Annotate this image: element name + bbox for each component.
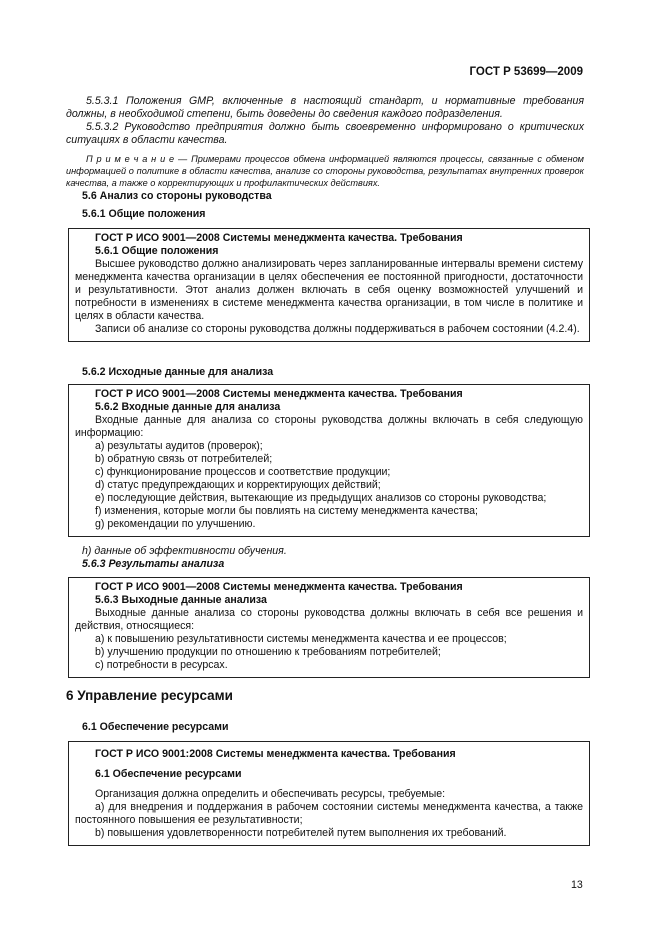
box-paragraph: Записи об анализе со стороны руководства должны поддерживаться в рабочем состоянии (4.2.4). — [95, 323, 580, 335]
list-item: f) изменения, которые могли бы повлиять на систему менеджмента качества; — [95, 505, 478, 517]
section-6-1-title: 6.1 Обеспечение ресурсами — [82, 721, 229, 733]
quote-box-5-6-1 — [68, 228, 590, 342]
box-subtitle: 5.6.2 Входные данные для анализа — [95, 401, 281, 413]
box-paragraph: Организация должна определить и обеспечивать ресурсы, требуемые: — [95, 788, 446, 800]
list-item: e) последующие действия, вытекающие из предыдущих анализов со стороны руководства; — [95, 492, 547, 504]
list-item: c) потребности в ресурсах. — [95, 659, 228, 671]
section-5-6-title: 5.6 Анализ со стороны руководства — [82, 190, 272, 202]
section-5-6-1-title: 5.6.1 Общие положения — [82, 208, 206, 220]
box-subtitle: 6.1 Обеспечение ресурсами — [95, 768, 242, 780]
list-item: b) обратную связь от потребителей; — [95, 453, 273, 465]
list-item: b) повышения удовлетворенности потребителей путем выполнения их требований. — [95, 827, 507, 839]
box-title: ГОСТ Р ИСО 9001—2008 Системы менеджмента качества. Требования — [95, 581, 463, 593]
quote-box-5-6-2 — [68, 384, 590, 537]
page-number: 13 — [571, 879, 583, 891]
box-subtitle: 5.6.1 Общие положения — [95, 245, 219, 257]
list-item: g) рекомендации по улучшению. — [95, 518, 256, 530]
list-item: b) улучшению продукции по отношению к требованиям потребителей; — [95, 646, 441, 658]
box-title: ГОСТ Р ИСО 9001—2008 Системы менеджмента качества. Требования — [95, 388, 463, 400]
list-item: c) функционирование процессов и соответствие продукции; — [95, 466, 391, 478]
list-item: a) для внедрения и поддержания в рабочем состоянии системы менеджмента качества, а также постоянного повышения ее результативности; — [75, 801, 583, 826]
box-paragraph: Входные данные для анализа со стороны руководства должны включать в себя следующую информацию: — [75, 414, 583, 439]
box-subtitle: 5.6.3 Выходные данные анализа — [95, 594, 267, 606]
item-h: h) данные об эффективности обучения. — [82, 545, 287, 557]
list-item: d) статус предупреждающих и корректирующих действий; — [95, 479, 381, 491]
note — [66, 153, 584, 189]
note-text: — Примерами процессов обмена информацией являются процессы, связанные с обменом информацией о политике в области качества, анализе со стороны руководства, результатах внутренних проверок качества, а также о корректирующих и профилактических действиях. — [66, 154, 584, 188]
doc-id-header: ГОСТ Р 53699—2009 — [469, 66, 583, 78]
section-6-title: 6 Управление ресурсами — [66, 688, 233, 703]
box-title: ГОСТ Р ИСО 9001:2008 Системы менеджмента качества. Требования — [95, 748, 456, 760]
list-item: a) результаты аудитов (проверок); — [95, 440, 263, 452]
list-item: a) к повышению результативности системы менеджмента качества и ее процессов; — [95, 633, 507, 645]
box-paragraph: Высшее руководство должно анализировать через запланированные интервалы времени систему менеджмента качества организации в целях обеспечения ее постоянной пригодности, достаточности и результативности. Этот анализ должен включать в себя оценку возможностей улучшений и потребности в изменениях в системе менеджмента качества организации, в том числе в политике и целях в области качества. — [75, 258, 583, 322]
section-5-6-3-title: 5.6.3 Результаты анализа — [82, 558, 225, 570]
section-5-6-2-title: 5.6.2 Исходные данные для анализа — [82, 366, 274, 378]
box-paragraph: Выходные данные анализа со стороны руководства должны включать в себя все решения и действия, относящиеся: — [75, 607, 583, 632]
quote-box-5-6-3 — [68, 577, 590, 678]
note-label: П р и м е ч а н и е — [86, 154, 175, 164]
quote-box-6-1 — [68, 741, 590, 846]
paragraph-5-5-3-1: 5.5.3.1 Положения GMP, включенные в настоящий стандарт, и нормативные требования должны, в необходимой степени, быть доведены до сведения каждого подразделения. — [66, 95, 584, 120]
box-title: ГОСТ Р ИСО 9001—2008 Системы менеджмента качества. Требования — [95, 232, 463, 244]
paragraph-5-5-3-2: 5.5.3.2 Руководство предприятия должно быть своевременно информировано о критических ситуациях в области качества. — [66, 121, 584, 146]
